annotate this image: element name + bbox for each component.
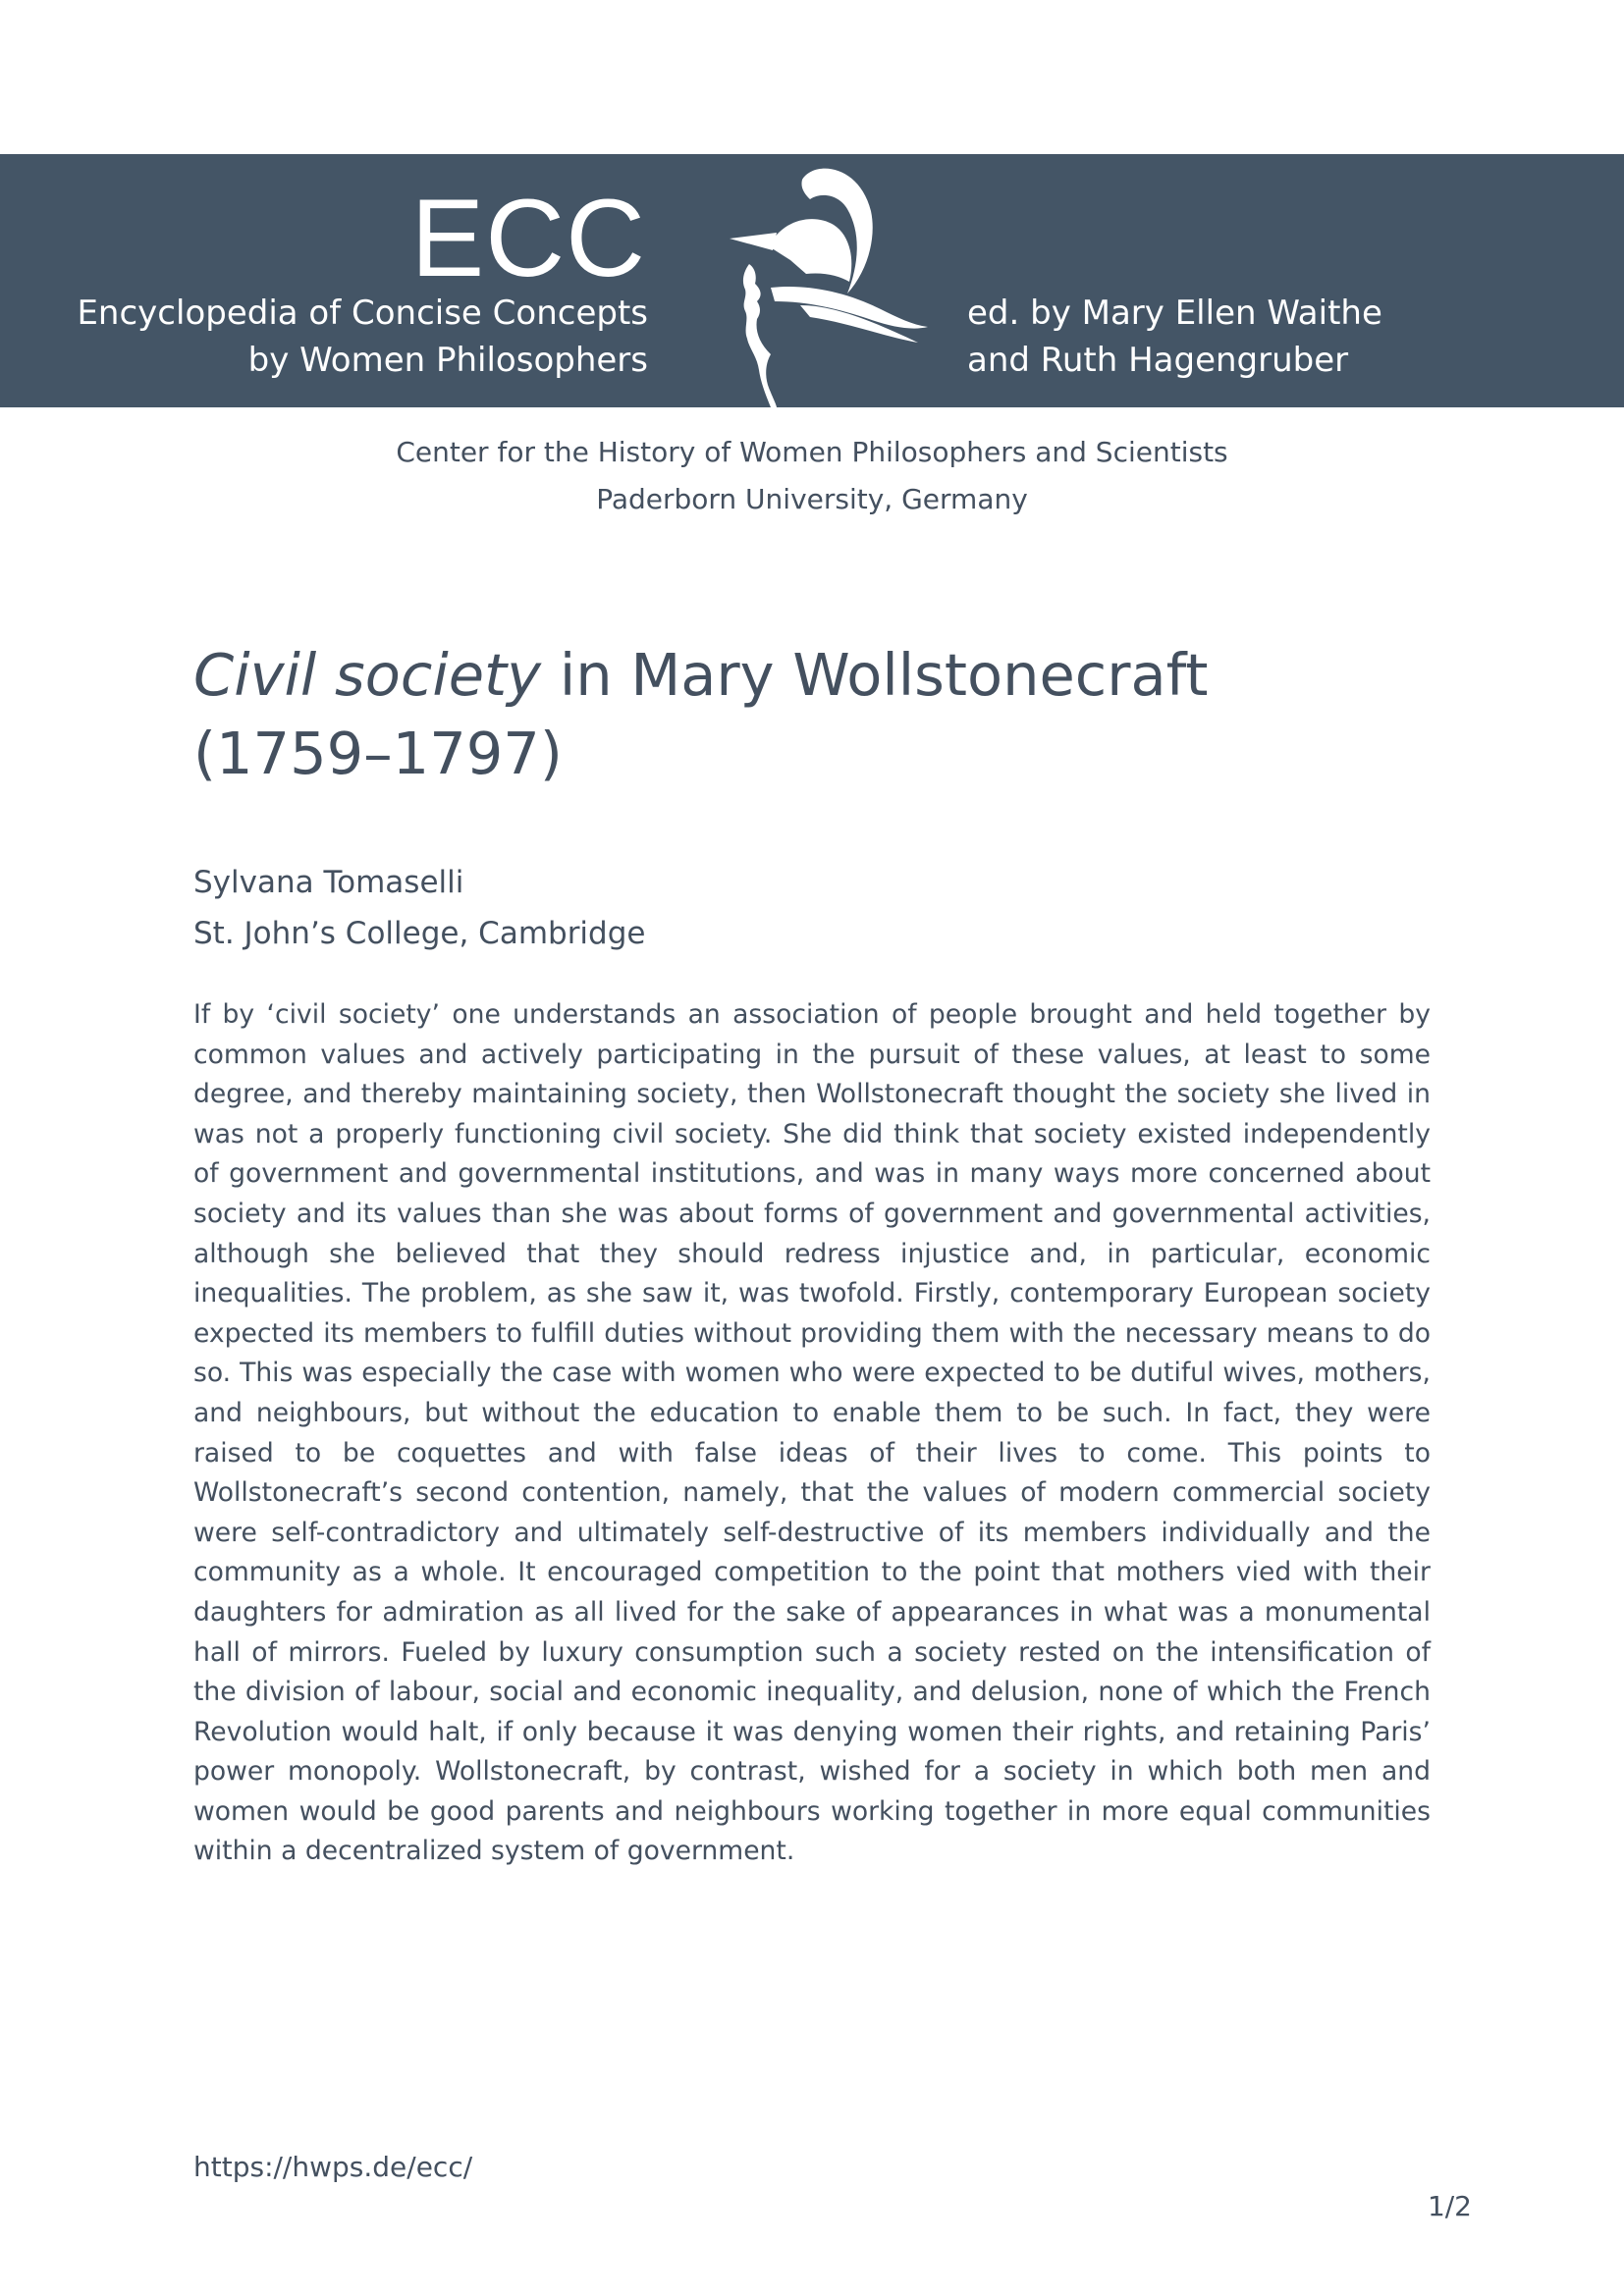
- article-title-rest: in Mary Wollstonecraft: [541, 641, 1209, 709]
- athena-helmet-profile-icon: [712, 162, 933, 407]
- editors-line1: ed. by Mary Ellen Waithe: [967, 294, 1382, 333]
- institution-location: Paderborn University, Germany: [596, 483, 1028, 515]
- page-number: 1/2: [1427, 2190, 1472, 2222]
- editors-line2: and Ruth Hagengruber: [967, 341, 1349, 380]
- ecc-acronym: ECC: [410, 177, 646, 299]
- article-title-italic: Civil society: [193, 641, 542, 709]
- encyclopedia-name-line1: Encyclopedia of Concise Concepts: [77, 294, 648, 333]
- institution-info: [0, 429, 1624, 523]
- header-banner: [0, 154, 1624, 407]
- footer-url[interactable]: https://hwps.de/ecc/: [193, 2151, 473, 2183]
- author-affiliation: St. John’s College, Cambridge: [193, 916, 646, 951]
- institution-name: Center for the History of Women Philosophers and Scientists: [396, 436, 1228, 468]
- article-title-dates: (1759–1797): [193, 720, 563, 787]
- author-block: [193, 857, 645, 959]
- author-name: Sylvana Tomaselli: [193, 865, 464, 900]
- article-title: [193, 636, 1431, 793]
- article-body: If by ‘civil society’ one understands an association of people brought and held together by common values and actively participating in the pursuit of these values, at least to some degree, and thereby maintaining society, then Wollstonecraft thought the society she lived in was not a properly functioning civil society. She did think that society existed independently of government and governmental institutions, and was in many ways more concerned about society and its values than she was about forms of government and governmental activities, although she believed that they should redress injustice and, in particular, economic inequalities. The problem, as she saw it, was twofold. Firstly, contemporary European society expected its members to fulfill duties without providing them with the necessary means to do so. This was especially the case with women who were expected to be dutiful wives, mothers, and neighbours, but without the education to enable them to be such. In fact, they were raised to be coquettes and with false ideas of their lives to come. This points to Wollstonecraft’s second contention, namely, that the values of modern commercial society were self-contradictory and ultimately self-destructive of its members individually and the community as a whole. It encouraged competition to the point that mothers vied with their daughters for admiration as all lived for the sake of appearances in what was a monumental hall of mirrors. Fueled by luxury consumption such a society rested on the intensification of the division of labour, social and economic inequality, and delusion, none of which the French Revolution would halt, if only because it was denying women their rights, and retaining Paris’ power monopoly. Wollstonecraft, by contrast, wished for a society in which both men and women would be good parents and neighbours working together in more equal communities within a decentralized system of government.: [193, 999, 1431, 1867]
- encyclopedia-name: [77, 290, 648, 384]
- encyclopedia-name-line2: by Women Philosophers: [247, 341, 648, 380]
- editors-credit: [967, 290, 1382, 384]
